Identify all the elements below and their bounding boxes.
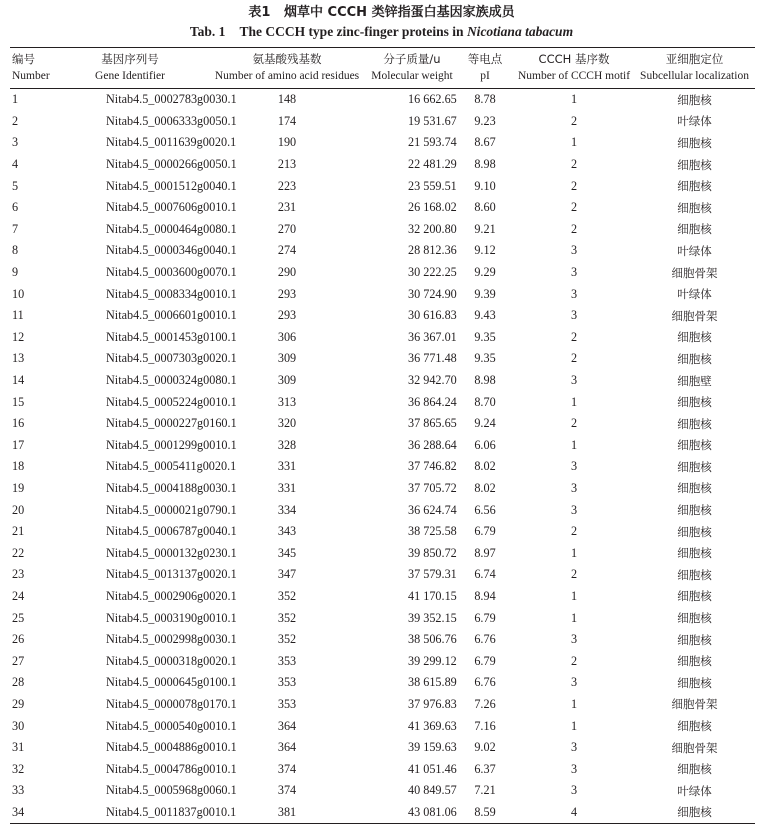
- caption-cn-label: 表1: [248, 5, 271, 20]
- cell-localization: 细胞骨架: [671, 265, 718, 280]
- cell-gene-id: Nitab4.5_0001453g0100.1: [106, 329, 237, 344]
- ccch-protein-table: [10, 47, 755, 824]
- table-row: [10, 305, 755, 327]
- cell-pi: 9.43: [474, 308, 496, 323]
- cell-molecular-weight: 26 168.02: [408, 200, 457, 215]
- header-cn-gene: 基因序列号: [54, 48, 206, 69]
- cell-residues: 290: [277, 265, 297, 280]
- cell-residues: 320: [277, 416, 297, 431]
- cell-molecular-weight: 39 352.15: [408, 610, 457, 625]
- cell-localization: 叶绿体: [677, 114, 712, 129]
- cell-gene-id: Nitab4.5_0002906g0020.1: [106, 588, 237, 603]
- cell-residues: 364: [277, 718, 297, 733]
- cell-molecular-weight: 36 367.01: [408, 329, 457, 344]
- cell-number: 10: [12, 286, 25, 301]
- cell-gene-id: Nitab4.5_0001512g0040.1: [106, 178, 237, 193]
- cell-localization: 细胞核: [677, 546, 712, 561]
- cell-number: 16: [12, 416, 25, 431]
- cell-localization: 细胞核: [677, 200, 712, 215]
- cell-residues: 306: [277, 329, 297, 344]
- cell-ccch-motifs: 2: [570, 653, 578, 668]
- table-row: [10, 694, 755, 716]
- header-en-motif: Number of CCCH motif: [514, 68, 634, 89]
- cell-molecular-weight: 32 200.80: [408, 221, 457, 236]
- header-cn-residues: 氨基酸残基数: [206, 48, 368, 69]
- cell-residues: 352: [277, 588, 297, 603]
- cell-molecular-weight: 36 771.48: [408, 351, 457, 366]
- cell-number: 4: [12, 157, 19, 172]
- table-body: [10, 89, 755, 824]
- cell-localization: 细胞核: [677, 330, 712, 345]
- cell-gene-id: Nitab4.5_0013137g0020.1: [106, 567, 237, 582]
- cell-number: 17: [12, 437, 25, 452]
- cell-residues: 331: [277, 459, 297, 474]
- cell-residues: 293: [277, 308, 297, 323]
- cell-gene-id: Nitab4.5_0011837g0010.1: [54, 802, 206, 824]
- cell-number: 24: [12, 588, 25, 603]
- cell-ccch-motifs: 3: [570, 286, 578, 301]
- cell-localization: 叶绿体: [677, 287, 712, 302]
- cell-pi: 8.60: [474, 200, 496, 215]
- cell-localization: 细胞核: [677, 719, 712, 734]
- cell-pi: 8.98: [474, 157, 496, 172]
- cell-molecular-weight: 30 724.90: [408, 286, 457, 301]
- cell-number: 32: [12, 761, 25, 776]
- cell-residues: 352: [277, 632, 297, 647]
- cell-number: 8: [12, 243, 19, 258]
- cell-molecular-weight: 21 593.74: [408, 135, 457, 150]
- cell-number: 21: [12, 524, 25, 539]
- cell-localization: 细胞核: [677, 611, 712, 626]
- cell-molecular-weight: 37 579.31: [408, 567, 457, 582]
- cell-gene-id: Nitab4.5_0004188g0030.1: [106, 480, 237, 495]
- cell-gene-id: Nitab4.5_0005968g0060.1: [106, 783, 237, 798]
- cell-gene-id: Nitab4.5_0000078g0170.1: [106, 696, 237, 711]
- cell-residues: 353: [277, 696, 297, 711]
- cell-residues: 148: [277, 92, 297, 107]
- cell-localization: 细胞核: [677, 503, 712, 518]
- table-row: [10, 132, 755, 154]
- cell-number: 3: [12, 135, 19, 150]
- cell-number: 1: [12, 92, 19, 107]
- table-row: [10, 327, 755, 349]
- cell-ccch-motifs: 2: [570, 178, 578, 193]
- cell-ccch-motifs: 2: [570, 351, 578, 366]
- cell-molecular-weight: 37 976.83: [408, 696, 457, 711]
- cell-pi: 9.23: [474, 113, 496, 128]
- cell-pi: 6.79: [474, 524, 496, 539]
- cell-ccch-motifs: 1: [570, 92, 578, 107]
- cell-ccch-motifs: 3: [570, 459, 578, 474]
- cell-ccch-motifs: 1: [570, 394, 578, 409]
- cell-gene-id: Nitab4.5_0000132g0230.1: [106, 545, 237, 560]
- table-row: [10, 240, 755, 262]
- cell-localization: 细胞核: [677, 179, 712, 194]
- table-row: [10, 780, 755, 802]
- table-row: [10, 175, 755, 197]
- cell-gene-id: Nitab4.5_0007606g0010.1: [106, 200, 237, 215]
- cell-molecular-weight: 41 051.46: [408, 761, 457, 776]
- cell-pi: 8.98: [474, 373, 496, 388]
- cell-gene-id: Nitab4.5_0004886g0010.1: [106, 740, 237, 755]
- table-caption-cn: [0, 0, 763, 22]
- cell-residues: 309: [277, 351, 297, 366]
- table-row: [10, 521, 755, 543]
- cell-pi: 8.02: [474, 480, 496, 495]
- cell-localization: 细胞核: [677, 92, 712, 107]
- cell-ccch-motifs: 2: [570, 200, 578, 215]
- cell-molecular-weight: 37 865.65: [408, 416, 457, 431]
- cell-molecular-weight: 30 222.25: [408, 265, 457, 280]
- table-row: [10, 715, 755, 737]
- cell-pi: 9.35: [474, 351, 496, 366]
- cell-localization: 细胞核: [677, 395, 712, 410]
- cell-pi: 8.02: [474, 459, 496, 474]
- cell-pi: 9.24: [474, 416, 496, 431]
- table-row: [10, 456, 755, 478]
- cell-localization: 细胞核: [677, 762, 712, 777]
- cell-pi: 6.56: [474, 502, 496, 517]
- cell-gene-id: Nitab4.5_0000540g0010.1: [106, 718, 237, 733]
- cell-pi: 7.26: [474, 696, 496, 711]
- cell-ccch-motifs: 3: [570, 480, 578, 495]
- cell-ccch-motifs: 3: [570, 373, 578, 388]
- table-row: [10, 391, 755, 413]
- cell-gene-id: Nitab4.5_0002998g0030.1: [106, 632, 237, 647]
- cell-molecular-weight: 39 159.63: [408, 740, 457, 755]
- cell-number: 12: [12, 329, 25, 344]
- cell-pi: 8.97: [474, 545, 496, 560]
- cell-localization: 细胞核: [677, 481, 712, 496]
- cell-ccch-motifs: 3: [570, 265, 578, 280]
- cell-localization: 细胞壁: [677, 373, 712, 388]
- table-caption-en: [0, 22, 763, 42]
- cell-number: 14: [12, 373, 25, 388]
- cell-number: 30: [12, 718, 25, 733]
- cell-number: 18: [12, 459, 25, 474]
- header-row-en: [10, 68, 755, 89]
- cell-pi: 8.59: [456, 802, 514, 824]
- cell-localization: 细胞核: [634, 802, 755, 824]
- table-row: [10, 802, 755, 824]
- cell-pi: 9.35: [474, 329, 496, 344]
- cell-pi: 7.16: [474, 718, 496, 733]
- header-cn-localization: 亚细胞定位: [634, 48, 755, 69]
- cell-residues: 213: [277, 157, 297, 172]
- cell-localization: 细胞骨架: [671, 740, 718, 755]
- cell-residues: 374: [277, 783, 297, 798]
- cell-localization: 细胞核: [677, 157, 712, 172]
- cell-pi: 6.76: [474, 675, 496, 690]
- header-en-gene: Gene Identifier: [54, 68, 206, 89]
- cell-ccch-motifs: 3: [570, 632, 578, 647]
- caption-en-text: The CCCH type zinc-finger proteins in: [239, 24, 467, 39]
- caption-en-species: Nicotiana tabacum: [466, 24, 574, 39]
- cell-ccch-motifs: 2: [570, 416, 578, 431]
- cell-number: 26: [12, 632, 25, 647]
- cell-residues: 347: [277, 567, 297, 582]
- cell-ccch-motifs: 1: [570, 135, 578, 150]
- cell-ccch-motifs: 1: [570, 545, 578, 560]
- cell-molecular-weight: 36 624.74: [408, 502, 457, 517]
- cell-ccch-motifs: 3: [570, 243, 578, 258]
- cell-localization: 细胞核: [677, 654, 712, 669]
- cell-number: 23: [12, 567, 25, 582]
- cell-number: 7: [12, 221, 19, 236]
- cell-gene-id: Nitab4.5_0011639g0020.1: [106, 135, 237, 150]
- cell-number: 22: [12, 545, 25, 560]
- cell-residues: 352: [277, 610, 297, 625]
- header-en-mw: Molecular weight: [368, 68, 456, 89]
- cell-ccch-motifs: 2: [570, 524, 578, 539]
- cell-localization: 细胞核: [677, 135, 712, 150]
- cell-pi: 6.37: [474, 761, 496, 776]
- table-row: [10, 737, 755, 759]
- cell-pi: 6.76: [474, 632, 496, 647]
- cell-residues: 313: [277, 394, 297, 409]
- cell-gene-id: Nitab4.5_0005411g0020.1: [106, 459, 237, 474]
- cell-molecular-weight: 37 705.72: [408, 480, 457, 495]
- cell-number: 5: [12, 178, 19, 193]
- cell-localization: 细胞核: [677, 589, 712, 604]
- cell-number: 25: [12, 610, 25, 625]
- cell-pi: 8.70: [474, 394, 496, 409]
- cell-molecular-weight: 23 559.51: [408, 178, 457, 193]
- cell-ccch-motifs: 1: [570, 588, 578, 603]
- cell-gene-id: Nitab4.5_0002783g0030.1: [106, 92, 237, 107]
- cell-gene-id: Nitab4.5_0000324g0080.1: [106, 373, 237, 388]
- cell-ccch-motifs: 3: [570, 783, 578, 798]
- cell-pi: 6.79: [474, 610, 496, 625]
- cell-ccch-motifs: 3: [570, 308, 578, 323]
- cell-molecular-weight: 41 369.63: [408, 718, 457, 733]
- header-en-residues: Number of amino acid residues: [206, 68, 368, 89]
- cell-molecular-weight: 19 531.67: [408, 113, 457, 128]
- cell-pi: 8.67: [474, 135, 496, 150]
- cell-localization: 细胞核: [677, 675, 712, 690]
- cell-localization: 细胞核: [677, 524, 712, 539]
- cell-molecular-weight: 37 746.82: [408, 459, 457, 474]
- cell-residues: 328: [277, 437, 297, 452]
- cell-residues: 223: [277, 178, 297, 193]
- cell-number: 11: [12, 308, 24, 323]
- cell-molecular-weight: 22 481.29: [408, 157, 457, 172]
- cell-localization: 细胞核: [677, 567, 712, 582]
- cell-number: 15: [12, 394, 25, 409]
- cell-residues: 353: [277, 653, 297, 668]
- cell-molecular-weight: 38 506.76: [408, 632, 457, 647]
- table-row: [10, 586, 755, 608]
- cell-molecular-weight: 36 288.64: [408, 437, 457, 452]
- cell-ccch-motifs: 1: [570, 718, 578, 733]
- cell-gene-id: Nitab4.5_0000227g0160.1: [106, 416, 237, 431]
- cell-residues: 334: [277, 502, 297, 517]
- header-en-number: Number: [10, 68, 54, 89]
- cell-number: 28: [12, 675, 25, 690]
- cell-gene-id: Nitab4.5_0000318g0020.1: [106, 653, 237, 668]
- cell-localization: 细胞核: [677, 416, 712, 431]
- cell-gene-id: Nitab4.5_0003190g0010.1: [106, 610, 237, 625]
- header-cn-pi: 等电点: [456, 48, 514, 69]
- cell-localization: 细胞核: [677, 438, 712, 453]
- cell-residues: 190: [277, 135, 297, 150]
- table-row: [10, 262, 755, 284]
- cell-number: 29: [12, 696, 25, 711]
- cell-ccch-motifs: 1: [570, 437, 578, 452]
- cell-molecular-weight: 36 864.24: [408, 394, 457, 409]
- table-row: [10, 111, 755, 133]
- cell-residues: 274: [277, 243, 297, 258]
- cell-pi: 6.06: [474, 437, 496, 452]
- cell-residues: 343: [277, 524, 297, 539]
- cell-molecular-weight: 32 942.70: [408, 373, 457, 388]
- cell-residues: 270: [277, 221, 297, 236]
- cell-gene-id: Nitab4.5_0008334g0010.1: [106, 286, 237, 301]
- cell-localization: 细胞核: [677, 351, 712, 366]
- cell-gene-id: Nitab4.5_0000266g0050.1: [106, 157, 237, 172]
- header-en-pi: pI: [456, 68, 514, 89]
- cell-ccch-motifs: 1: [570, 696, 578, 711]
- cell-pi: 9.39: [474, 286, 496, 301]
- cell-gene-id: Nitab4.5_0006333g0050.1: [106, 113, 237, 128]
- cell-molecular-weight: 43 081.06: [368, 802, 456, 824]
- table-row: [10, 219, 755, 241]
- cell-molecular-weight: 16 662.65: [408, 92, 457, 107]
- table-row: [10, 499, 755, 521]
- cell-number: 13: [12, 351, 25, 366]
- cell-number: 9: [12, 265, 19, 280]
- cell-pi: 7.21: [474, 783, 496, 798]
- cell-gene-id: Nitab4.5_0005224g0010.1: [106, 394, 237, 409]
- cell-pi: 9.29: [474, 265, 496, 280]
- cell-localization: 叶绿体: [677, 783, 712, 798]
- cell-pi: 8.94: [474, 588, 496, 603]
- caption-cn-text: 烟草中 CCCH 类锌指蛋白基因家族成员: [284, 5, 515, 20]
- cell-number: 19: [12, 480, 25, 495]
- cell-molecular-weight: 38 615.89: [408, 675, 457, 690]
- header-cn-number: 编号: [10, 48, 54, 69]
- cell-ccch-motifs: 3: [570, 740, 578, 755]
- caption-en-label: Tab. 1: [189, 24, 226, 39]
- cell-localization: 细胞核: [677, 222, 712, 237]
- cell-number: 20: [12, 502, 25, 517]
- cell-localization: 细胞骨架: [671, 697, 718, 712]
- cell-pi: 9.21: [474, 221, 496, 236]
- table-row: [10, 435, 755, 457]
- header-en-localization: Subcellular localization: [634, 68, 755, 89]
- cell-residues: 345: [277, 545, 297, 560]
- cell-number: 27: [12, 653, 25, 668]
- cell-pi: 6.79: [474, 653, 496, 668]
- cell-residues: 381: [206, 802, 368, 824]
- cell-molecular-weight: 40 849.57: [408, 783, 457, 798]
- cell-molecular-weight: 41 170.15: [408, 588, 457, 603]
- cell-gene-id: Nitab4.5_0000645g0100.1: [106, 675, 237, 690]
- cell-residues: 331: [277, 480, 297, 495]
- cell-residues: 231: [277, 200, 297, 215]
- table-row: [10, 478, 755, 500]
- table-row: [10, 758, 755, 780]
- table-row: [10, 607, 755, 629]
- cell-gene-id: Nitab4.5_0007303g0020.1: [106, 351, 237, 366]
- cell-gene-id: Nitab4.5_0006601g0010.1: [106, 308, 237, 323]
- cell-molecular-weight: 30 616.83: [408, 308, 457, 323]
- cell-residues: 174: [277, 113, 297, 128]
- cell-number: 6: [12, 200, 19, 215]
- table-row: [10, 197, 755, 219]
- cell-number: 34: [10, 802, 54, 824]
- cell-localization: 细胞骨架: [671, 308, 718, 323]
- cell-ccch-motifs: 2: [570, 157, 578, 172]
- cell-gene-id: Nitab4.5_0000464g0080.1: [106, 221, 237, 236]
- table-row: [10, 89, 755, 111]
- cell-ccch-motifs: 2: [570, 567, 578, 582]
- cell-ccch-motifs: 2: [570, 221, 578, 236]
- header-cn-mw: 分子质量/u: [368, 48, 456, 69]
- cell-gene-id: Nitab4.5_0003600g0070.1: [106, 265, 237, 280]
- cell-number: 2: [12, 113, 19, 128]
- cell-ccch-motifs: 3: [570, 761, 578, 776]
- table-row: [10, 283, 755, 305]
- cell-ccch-motifs: 3: [570, 502, 578, 517]
- table-row: [10, 650, 755, 672]
- table-row: [10, 154, 755, 176]
- table-row: [10, 672, 755, 694]
- cell-molecular-weight: 38 725.58: [408, 524, 457, 539]
- cell-residues: 309: [277, 373, 297, 388]
- cell-ccch-motifs: 2: [570, 113, 578, 128]
- cell-pi: 6.74: [474, 567, 496, 582]
- cell-pi: 8.78: [474, 92, 496, 107]
- cell-ccch-motifs: 1: [570, 610, 578, 625]
- cell-number: 31: [12, 740, 25, 755]
- table-row: [10, 629, 755, 651]
- cell-gene-id: Nitab4.5_0000346g0040.1: [106, 243, 237, 258]
- cell-pi: 9.12: [474, 243, 496, 258]
- table-row: [10, 564, 755, 586]
- cell-localization: 细胞核: [677, 459, 712, 474]
- cell-gene-id: Nitab4.5_0001299g0010.1: [106, 437, 237, 452]
- table-row: [10, 542, 755, 564]
- cell-residues: 364: [277, 740, 297, 755]
- cell-molecular-weight: 28 812.36: [408, 243, 457, 258]
- cell-residues: 293: [277, 286, 297, 301]
- header-row-cn: [10, 48, 755, 69]
- cell-molecular-weight: 39 299.12: [408, 653, 457, 668]
- cell-ccch-motifs: 4: [514, 802, 634, 824]
- table-row: [10, 413, 755, 435]
- cell-molecular-weight: 39 850.72: [408, 545, 457, 560]
- header-cn-motif: CCCH 基序数: [514, 48, 634, 69]
- cell-pi: 9.02: [474, 740, 496, 755]
- cell-residues: 374: [277, 761, 297, 776]
- cell-ccch-motifs: 3: [570, 675, 578, 690]
- table-row: [10, 348, 755, 370]
- cell-gene-id: Nitab4.5_0004786g0010.1: [106, 761, 237, 776]
- cell-localization: 细胞核: [677, 632, 712, 647]
- cell-pi: 9.10: [474, 178, 496, 193]
- cell-gene-id: Nitab4.5_0006787g0040.1: [106, 524, 237, 539]
- cell-residues: 353: [277, 675, 297, 690]
- cell-localization: 叶绿体: [677, 243, 712, 258]
- table-row: [10, 370, 755, 392]
- cell-gene-id: Nitab4.5_0000021g0790.1: [106, 502, 237, 517]
- cell-number: 33: [12, 783, 25, 798]
- cell-ccch-motifs: 2: [570, 329, 578, 344]
